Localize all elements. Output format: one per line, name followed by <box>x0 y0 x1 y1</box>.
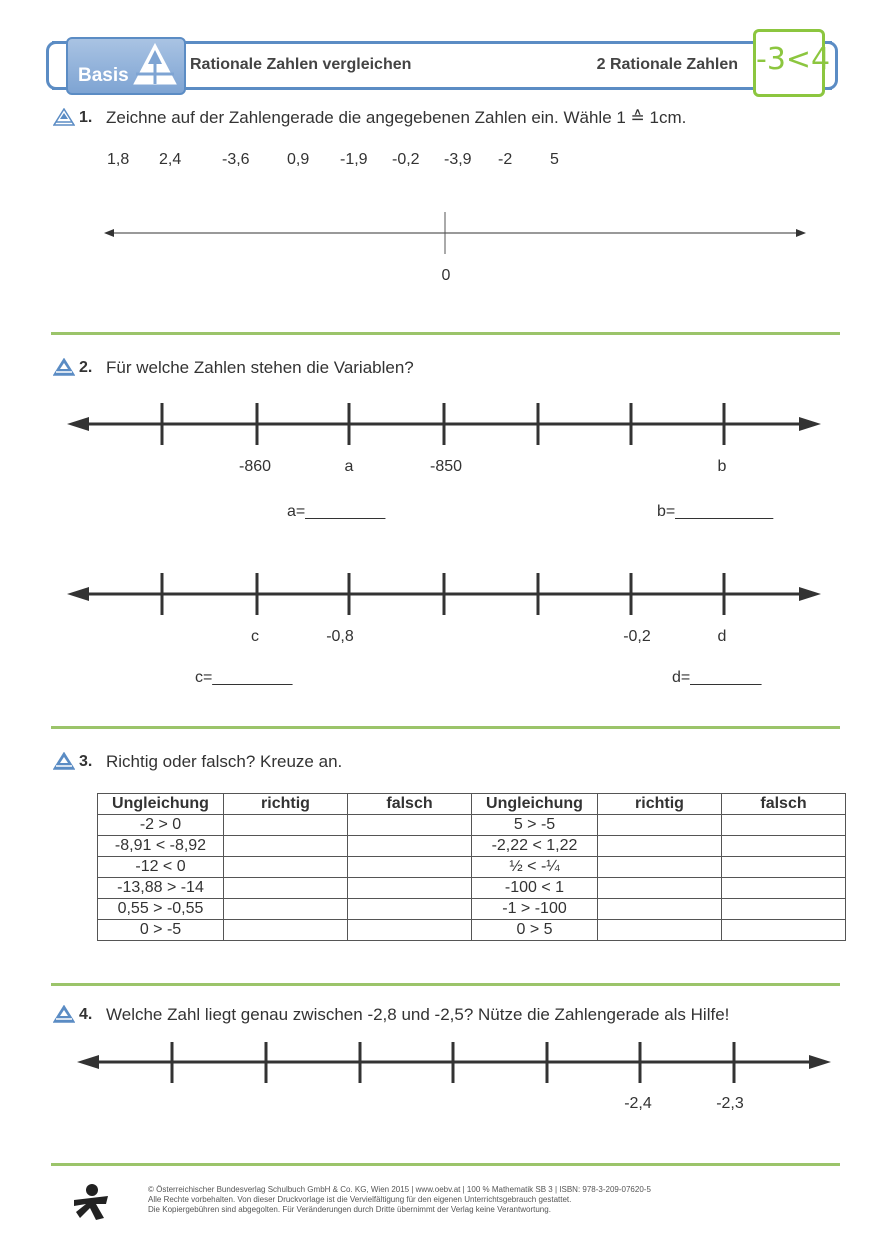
task-4-number: 4. <box>79 1006 93 1023</box>
difficulty-icon <box>53 752 75 770</box>
task-1-number: 1. <box>79 109 93 126</box>
inequality-cell: -12 < 0 <box>98 857 224 878</box>
line2b-label-2: -0,8 <box>326 628 354 645</box>
line2a-label-4: b <box>717 458 727 475</box>
line2a-label-3: -850 <box>429 458 463 475</box>
table-header-row <box>98 794 846 815</box>
checkbox-cell[interactable] <box>598 878 722 899</box>
header-falsch: falsch <box>348 794 472 815</box>
checkbox-cell[interactable] <box>598 899 722 920</box>
publisher-logo-icon <box>70 1182 112 1222</box>
checkbox-cell[interactable] <box>598 815 722 836</box>
task-2-number: 2. <box>79 359 93 376</box>
number-5: -1,9 <box>340 151 368 168</box>
inequality-cell: -13,88 > -14 <box>98 878 224 899</box>
answer-c[interactable]: c=_________ <box>195 669 293 686</box>
table-row <box>98 836 846 857</box>
header-ungleichung: Ungleichung <box>472 794 598 815</box>
checkbox-cell[interactable] <box>722 920 846 941</box>
checkbox-cell[interactable] <box>224 815 348 836</box>
checkbox-cell[interactable] <box>224 857 348 878</box>
checkbox-cell[interactable] <box>598 857 722 878</box>
separator <box>51 726 840 729</box>
header-ungleichung: Ungleichung <box>98 794 224 815</box>
difficulty-icon <box>53 358 75 376</box>
checkbox-cell[interactable] <box>722 899 846 920</box>
separator <box>51 332 840 335</box>
checkbox-cell[interactable] <box>348 920 472 941</box>
header-falsch: falsch <box>722 794 846 815</box>
separator <box>51 1163 840 1166</box>
answer-d[interactable]: d=________ <box>672 669 762 686</box>
number-4: 0,9 <box>287 151 310 168</box>
line2b-label-1: c <box>251 628 259 645</box>
inequality-cell: -100 < 1 <box>472 878 598 899</box>
number-8: -2 <box>498 151 513 168</box>
logo-text: -3<4 <box>756 42 831 77</box>
table-row <box>98 815 846 836</box>
footer-line-2: Alle Rechte vorbehalten. Von dieser Druckvorlage ist die Vervielfältigung für den eigenen Unterrichtsgebrauch gestattet. <box>148 1195 572 1204</box>
checkbox-cell[interactable] <box>224 878 348 899</box>
number-line-1 <box>100 205 812 260</box>
inequality-cell: 0 > -5 <box>98 920 224 941</box>
inequality-table <box>97 793 846 941</box>
checkbox-cell[interactable] <box>598 836 722 857</box>
answer-b[interactable]: b=___________ <box>657 503 774 520</box>
number-3: -3,6 <box>222 151 250 168</box>
table-row <box>98 920 846 941</box>
checkbox-cell[interactable] <box>348 815 472 836</box>
number-line-2b <box>65 570 825 620</box>
task-3-text: Richtig oder falsch? Kreuze an. <box>106 752 343 771</box>
answer-a[interactable]: a=_________ <box>287 503 386 520</box>
number-9: 5 <box>550 151 559 168</box>
header-richtig: richtig <box>598 794 722 815</box>
footer-text <box>148 1185 651 1215</box>
number-1: 1,8 <box>107 151 130 168</box>
footer-line-3: Die Kopiergebühren sind abgegolten. Für Veränderungen durch Dritte übernimmt der Verlag keine Verantwortung. <box>148 1205 551 1214</box>
checkbox-cell[interactable] <box>348 878 472 899</box>
inequality-cell: -2,22 < 1,22 <box>472 836 598 857</box>
checkbox-cell[interactable] <box>224 899 348 920</box>
basis-badge <box>66 37 186 95</box>
checkbox-cell[interactable] <box>598 920 722 941</box>
checkbox-cell[interactable] <box>722 836 846 857</box>
line4-label-1: -2,4 <box>624 1095 652 1112</box>
chapter-logo <box>753 29 831 97</box>
number-line-4 <box>75 1040 835 1086</box>
inequality-cell: 0 > 5 <box>472 920 598 941</box>
basis-label: Basis <box>78 65 129 86</box>
line2a-label-2: a <box>344 458 354 475</box>
header-richtig: richtig <box>224 794 348 815</box>
difficulty-icon <box>53 108 75 126</box>
zero-label: 0 <box>441 267 451 284</box>
inequality-cell: -2 > 0 <box>98 815 224 836</box>
checkbox-cell[interactable] <box>722 815 846 836</box>
checkbox-cell[interactable] <box>348 857 472 878</box>
table-row <box>98 899 846 920</box>
pyramid-icon <box>132 42 178 86</box>
inequality-cell: -8,91 < -8,92 <box>98 836 224 857</box>
footer-line-1: © Österreichischer Bundesverlag Schulbuch GmbH & Co. KG, Wien 2015 | www.oebv.at | 100 % Mathematik SB 3 | ISBN: 978-3-209-07620-5 <box>148 1185 651 1194</box>
table-row <box>98 878 846 899</box>
task-3-number: 3. <box>79 753 93 770</box>
inequality-cell: 5 > -5 <box>472 815 598 836</box>
task-1-text: Zeichne auf der Zahlengerade die angegebenen Zahlen ein. Wähle 1 ≙ 1cm. <box>106 108 687 127</box>
chapter-title: 2 Rationale Zahlen <box>596 56 738 73</box>
number-2: 2,4 <box>159 151 182 168</box>
checkbox-cell[interactable] <box>348 899 472 920</box>
line2a-label-1: -860 <box>238 458 272 475</box>
number-7: -3,9 <box>444 151 472 168</box>
inequality-cell: -1 > -100 <box>472 899 598 920</box>
inequality-cell: 0,55 > -0,55 <box>98 899 224 920</box>
line2b-label-3: -0,2 <box>623 628 651 645</box>
line2b-label-4: d <box>717 628 727 645</box>
checkbox-cell[interactable] <box>224 836 348 857</box>
task-2-text: Für welche Zahlen stehen die Variablen? <box>106 358 414 377</box>
table-row <box>98 857 846 878</box>
difficulty-icon <box>53 1005 75 1023</box>
checkbox-cell[interactable] <box>348 836 472 857</box>
page-title: Rationale Zahlen vergleichen <box>190 56 412 73</box>
checkbox-cell[interactable] <box>722 857 846 878</box>
separator <box>51 983 840 986</box>
line4-label-2: -2,3 <box>716 1095 744 1112</box>
checkbox-cell[interactable] <box>722 878 846 899</box>
number-line-2a <box>65 400 825 450</box>
task-4-text: Welche Zahl liegt genau zwischen -2,8 und -2,5? Nütze die Zahlengerade als Hilfe! <box>106 1005 730 1024</box>
number-6: -0,2 <box>392 151 420 168</box>
inequality-cell: ½ < -¼ <box>472 857 598 878</box>
header-bracket-left <box>46 41 59 90</box>
checkbox-cell[interactable] <box>224 920 348 941</box>
